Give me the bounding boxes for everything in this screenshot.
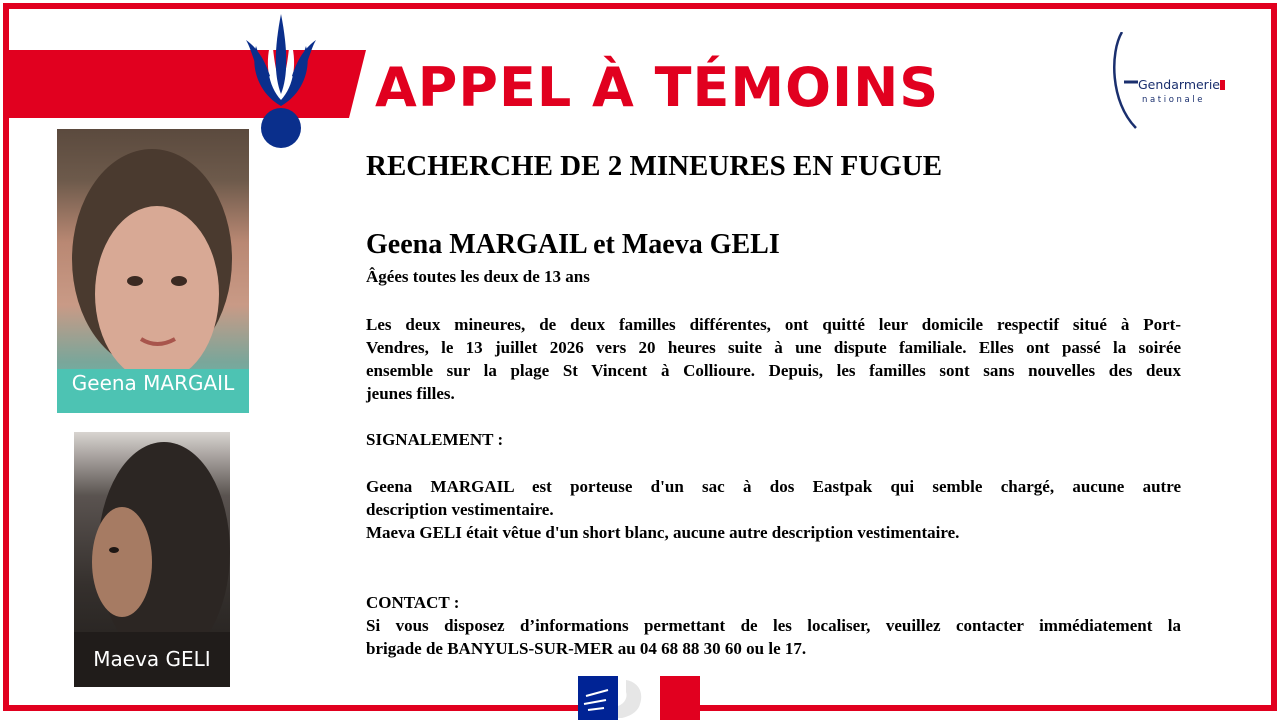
gendarmerie-flame-emblem xyxy=(242,10,320,150)
missing-names: Geena MARGAIL et Maeva GELI xyxy=(366,229,780,260)
contact-paragraph xyxy=(366,614,1181,660)
description-paragraph xyxy=(366,313,1181,405)
signalement-label: SIGNALEMENT : xyxy=(366,430,504,449)
description-line: ensemble sur la plage St Vincent à Collioure. Depuis, les familles sont sans nouvelles des deux xyxy=(366,361,1181,380)
logo-text-gendarmerie: Gendarmerie xyxy=(1138,77,1220,92)
photo-geena-margail xyxy=(57,129,249,413)
contact-line: Si vous disposez d’informations permettant de les localiser, veuillez contacter immédiatement la xyxy=(366,616,1181,635)
notice-heading: RECHERCHE DE 2 MINEURES EN FUGUE xyxy=(366,150,943,182)
contact-label: CONTACT : xyxy=(366,593,460,612)
signalement-line: Geena MARGAIL est porteuse d'un sac à dos Eastpak qui semble chargé, aucune autre xyxy=(366,477,1181,496)
photo-caption-maeva: Maeva GELI xyxy=(93,647,211,671)
description-line: jeunes filles. xyxy=(366,384,455,403)
gendarmerie-nationale-logo xyxy=(1110,32,1235,132)
republique-francaise-flag-logo xyxy=(578,676,700,720)
description-line: Vendres, le 13 juillet 2026 vers 20 heures suite à une dispute familiale. Elles ont passé la soirée xyxy=(366,338,1181,357)
signalement-line: description vestimentaire. xyxy=(366,500,554,519)
description-line: Les deux mineures, de deux familles différentes, ont quitté leur domicile respectif situé à Port- xyxy=(366,315,1181,334)
contact-line: brigade de BANYULS-SUR-MER au 04 68 88 30 60 ou le 17. xyxy=(366,639,807,658)
signalement-paragraph xyxy=(366,475,1181,544)
photo-caption-geena: Geena MARGAIL xyxy=(71,371,235,395)
page-title: APPEL À TÉMOINS xyxy=(375,56,940,119)
photo-maeva-geli xyxy=(74,432,230,687)
logo-text-nationale: nationale xyxy=(1142,95,1206,105)
age-line: Âgées toutes les deux de 13 ans xyxy=(366,267,590,286)
signalement-line: Maeva GELI était vêtue d'un short blanc, aucune autre description vestimentaire. xyxy=(366,523,960,542)
